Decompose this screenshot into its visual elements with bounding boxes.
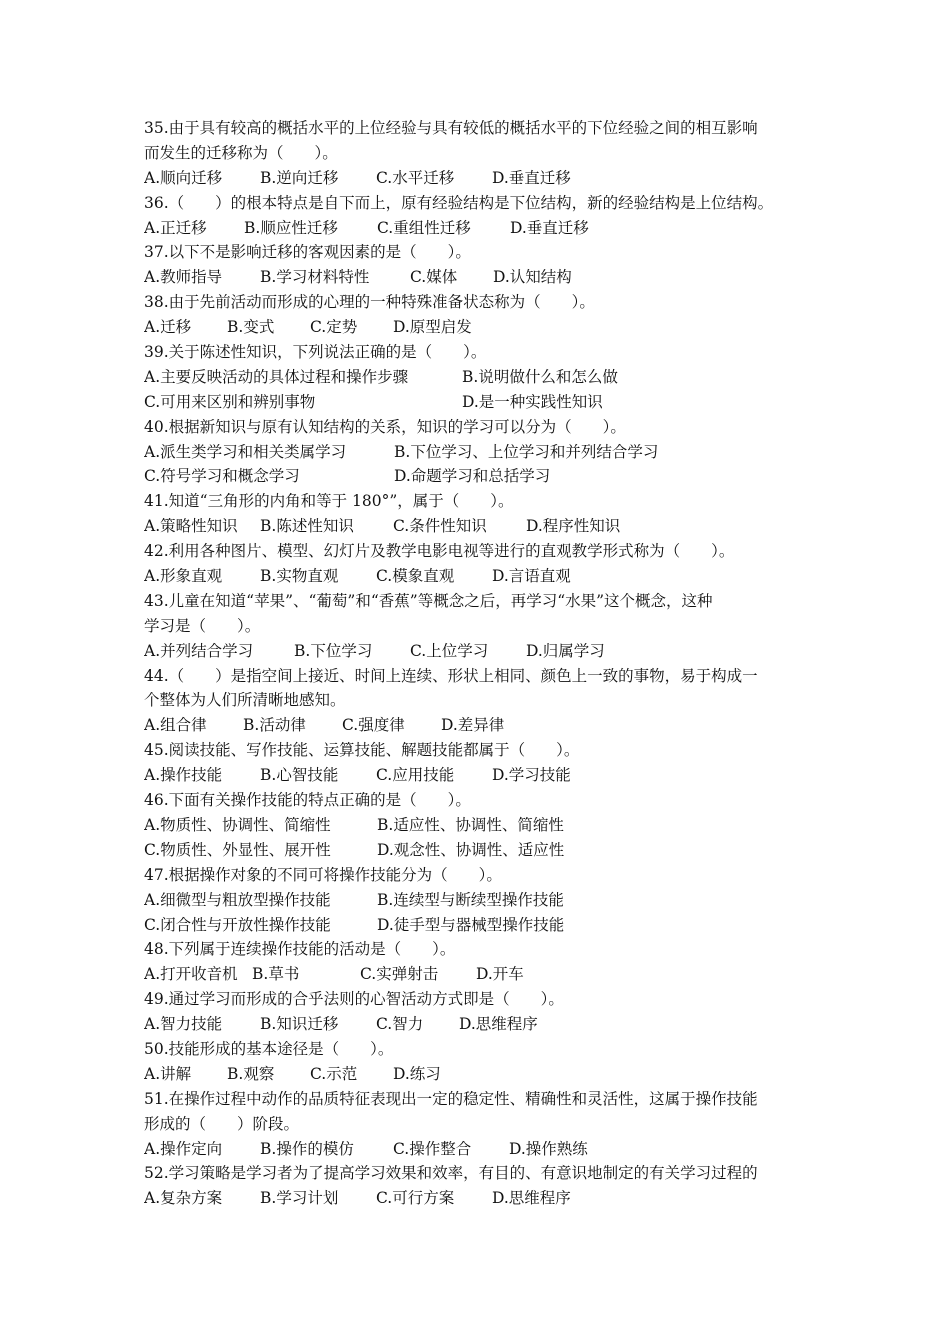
question-text: 形成的（ ）阶段。 — [144, 1114, 300, 1133]
answer-option[interactable]: D.练习 — [393, 1064, 441, 1083]
question-text: 学习是（ ）。 — [144, 616, 261, 635]
answer-option[interactable]: A.顺向迁移 — [144, 168, 223, 187]
answer-option[interactable]: D.徒手型与器械型操作技能 — [377, 915, 565, 934]
option-row — [144, 365, 808, 390]
question-text: 43.儿童在知道“苹果”、“葡萄”和“香蕉”等概念之后，再学习“水果”这个概念，这种 — [144, 591, 713, 610]
question-stem-line — [144, 664, 808, 689]
question-text: 38.由于先前活动而形成的心理的一种特殊准备状态称为（ ）。 — [144, 293, 595, 312]
option-row — [144, 464, 808, 489]
question-text: 49.通过学习而形成的合乎法则的心智活动方式即是（ ）。 — [144, 990, 564, 1009]
answer-option[interactable]: B.连续型与断续型操作技能 — [377, 890, 564, 909]
option-row — [144, 390, 808, 415]
answer-option[interactable]: C.物质性、外显性、展开性 — [144, 840, 331, 859]
answer-option[interactable]: D.操作熟练 — [509, 1139, 588, 1158]
answer-option[interactable]: D.归属学习 — [526, 641, 605, 660]
answer-option[interactable]: C.重组性迁移 — [377, 218, 471, 237]
question-stem-line — [144, 1112, 808, 1137]
answer-option[interactable]: C.模象直观 — [376, 567, 455, 586]
answer-option[interactable]: C.闭合性与开放性操作技能 — [144, 915, 331, 934]
answer-option[interactable]: C.示范 — [310, 1064, 358, 1083]
question-text: 39.关于陈述性知识，下列说法正确的是（ ）。 — [144, 343, 487, 362]
question-stem-line — [144, 116, 808, 141]
option-row — [144, 564, 808, 589]
option-row — [144, 1012, 808, 1037]
answer-option[interactable]: C.可用来区别和辨别事物 — [144, 392, 316, 411]
answer-option[interactable]: B.下位学习 — [294, 641, 373, 660]
answer-option[interactable]: D.思维程序 — [492, 1189, 571, 1208]
answer-option[interactable]: D.言语直观 — [492, 567, 571, 586]
answer-option[interactable]: A.物质性、协调性、简缩性 — [144, 815, 331, 834]
answer-option[interactable]: C.上位学习 — [410, 641, 489, 660]
answer-option[interactable]: A.组合律 — [144, 716, 207, 735]
question-stem-line — [144, 240, 808, 265]
answer-option[interactable]: A.派生类学习和相关类属学习 — [144, 442, 347, 461]
answer-option[interactable]: B.逆向迁移 — [260, 168, 339, 187]
question-stem-line — [144, 738, 808, 763]
answer-option[interactable]: C.操作整合 — [393, 1139, 472, 1158]
answer-option[interactable]: B.顺应性迁移 — [244, 218, 338, 237]
question-stem-line — [144, 191, 808, 216]
option-row — [144, 639, 808, 664]
answer-option[interactable]: B.陈述性知识 — [260, 517, 354, 536]
question-stem-line — [144, 1161, 808, 1186]
answer-option[interactable]: B.下位学习、上位学习和并列结合学习 — [394, 442, 659, 461]
answer-option[interactable]: C.可行方案 — [376, 1189, 455, 1208]
question-stem-line — [144, 340, 808, 365]
question-stem-line — [144, 688, 808, 713]
question-stem-line — [144, 1087, 808, 1112]
option-row — [144, 1137, 808, 1162]
question-text: 35.由于具有较高的概括水平的上位经验与具有较低的概括水平的下位经验之间的相互影响 — [144, 119, 758, 137]
answer-option[interactable]: C.定势 — [310, 318, 358, 337]
question-text: 52.学习策略是学习者为了提高学习效果和效率，有目的、有意识地制定的有关学习过程的 — [144, 1164, 758, 1183]
answer-option[interactable]: B.变式 — [227, 318, 275, 337]
answer-option[interactable]: A.并列结合学习 — [144, 641, 254, 660]
answer-option[interactable]: D.认知结构 — [493, 268, 572, 287]
answer-option[interactable]: D.垂直迁移 — [510, 218, 589, 237]
answer-option[interactable]: B.草书 — [252, 965, 300, 984]
answer-option[interactable]: B.观察 — [227, 1064, 275, 1083]
answer-option[interactable]: C.媒体 — [410, 268, 458, 287]
document-page — [144, 116, 808, 1211]
answer-option[interactable]: B.适应性、协调性、简缩性 — [377, 815, 564, 834]
option-row — [144, 913, 808, 938]
answer-option[interactable]: A.策略性知识 — [144, 517, 238, 536]
question-stem-line — [144, 1037, 808, 1062]
answer-option[interactable]: A.操作定向 — [144, 1139, 223, 1158]
answer-option[interactable]: D.原型启发 — [393, 318, 472, 337]
answer-option[interactable]: A.智力技能 — [144, 1015, 223, 1034]
answer-option[interactable]: D.学习技能 — [492, 766, 571, 785]
question-text: 50.技能形成的基本途径是（ ）。 — [144, 1039, 394, 1058]
answer-option[interactable]: C.实弹射击 — [360, 965, 439, 984]
question-text: 而发生的迁移称为（ ）。 — [144, 143, 338, 162]
answer-option[interactable]: A.打开收音机 — [144, 965, 238, 984]
answer-option[interactable]: A.教师指导 — [144, 268, 223, 287]
answer-option[interactable]: C.符号学习和概念学习 — [144, 467, 300, 486]
option-row — [144, 713, 808, 738]
answer-option[interactable]: D.观念性、协调性、适应性 — [377, 840, 565, 859]
question-text: 40.根据新知识与原有认知结构的关系，知识的学习可以分为（ ）。 — [144, 417, 626, 436]
question-stem-line — [144, 489, 808, 514]
answer-option[interactable]: A.操作技能 — [144, 766, 223, 785]
question-text: 46.下面有关操作技能的特点正确的是（ ）。 — [144, 791, 471, 810]
question-stem-line — [144, 539, 808, 564]
answer-option[interactable]: A.复杂方案 — [144, 1189, 223, 1208]
option-row — [144, 265, 808, 290]
answer-option[interactable]: C.应用技能 — [376, 766, 455, 785]
answer-option[interactable]: A.讲解 — [144, 1064, 192, 1083]
option-row — [144, 813, 808, 838]
answer-option[interactable]: B.学习材料特性 — [260, 268, 370, 287]
question-stem-line — [144, 290, 808, 315]
question-text: 42.利用各种图片、模型、幻灯片及教学电影电视等进行的直观教学形式称为（ ）。 — [144, 542, 735, 561]
answer-option[interactable]: D.垂直迁移 — [492, 168, 571, 187]
question-stem-line — [144, 863, 808, 888]
question-text: 51.在操作过程中动作的品质特征表现出一定的稳定性、精确性和灵活性，这属于操作技能 — [144, 1089, 758, 1108]
answer-option[interactable]: B.说明做什么和怎么做 — [462, 367, 618, 386]
option-row — [144, 962, 808, 987]
question-text: 41.知道“三角形的内角和等于 180°”，属于（ ）。 — [144, 492, 514, 511]
option-row — [144, 166, 808, 191]
answer-option[interactable]: B.实物直观 — [260, 567, 339, 586]
question-stem-line — [144, 788, 808, 813]
answer-option[interactable]: A.主要反映活动的具体过程和操作步骤 — [144, 367, 409, 386]
answer-option[interactable]: C.水平迁移 — [376, 168, 455, 187]
option-row — [144, 1186, 808, 1211]
answer-option[interactable]: C.智力 — [376, 1015, 424, 1034]
answer-option[interactable]: A.迁移 — [144, 318, 192, 337]
question-stem-line — [144, 415, 808, 440]
option-row — [144, 315, 808, 340]
question-text: 45.阅读技能、写作技能、运算技能、解题技能都属于（ ）。 — [144, 741, 580, 760]
option-row — [144, 514, 808, 539]
question-text: 47.根据操作对象的不同可将操作技能分为（ ）。 — [144, 865, 502, 884]
question-stem-line — [144, 141, 808, 166]
option-row — [144, 763, 808, 788]
option-row — [144, 440, 808, 465]
answer-option[interactable]: A.细微型与粗放型操作技能 — [144, 890, 331, 909]
question-text: 48.下列属于连续操作技能的活动是（ ）。 — [144, 940, 456, 959]
answer-option[interactable]: A.正迁移 — [144, 218, 207, 237]
answer-option[interactable]: C.条件性知识 — [393, 517, 487, 536]
answer-option[interactable]: B.知识迁移 — [260, 1015, 339, 1034]
option-row — [144, 1062, 808, 1087]
question-stem-line — [144, 937, 808, 962]
answer-option[interactable]: D.思维程序 — [459, 1015, 538, 1034]
option-row — [144, 838, 808, 863]
answer-option[interactable]: B.学习计划 — [260, 1189, 339, 1208]
answer-option[interactable]: D.程序性知识 — [526, 517, 621, 536]
answer-option[interactable]: D.是一种实践性知识 — [462, 392, 603, 411]
question-stem-line — [144, 614, 808, 639]
question-text: 37.以下不是影响迁移的客观因素的是（ ）。 — [144, 243, 471, 262]
answer-option[interactable]: B.活动律 — [243, 716, 306, 735]
question-stem-line — [144, 589, 808, 614]
answer-option[interactable]: C.强度律 — [342, 716, 405, 735]
answer-option[interactable]: D.开车 — [476, 965, 524, 984]
answer-option[interactable]: B.心智技能 — [260, 766, 339, 785]
option-row — [144, 216, 808, 241]
question-stem-line — [144, 987, 808, 1012]
question-text: 个整体为人们所清晰地感知。 — [144, 691, 346, 710]
question-text: 36.（ ）的根本特点是自下而上，原有经验结构是下位结构，新的经验结构是上位结构。 — [144, 193, 774, 212]
answer-option[interactable]: D.差异律 — [441, 716, 505, 735]
answer-option[interactable]: B.操作的模仿 — [260, 1139, 354, 1158]
answer-option[interactable]: A.形象直观 — [144, 567, 223, 586]
option-row — [144, 888, 808, 913]
answer-option[interactable]: D.命题学习和总括学习 — [394, 467, 551, 486]
question-text: 44.（ ）是指空间上接近、时间上连续、形状上相同、颜色上一致的事物，易于构成一 — [144, 666, 758, 685]
